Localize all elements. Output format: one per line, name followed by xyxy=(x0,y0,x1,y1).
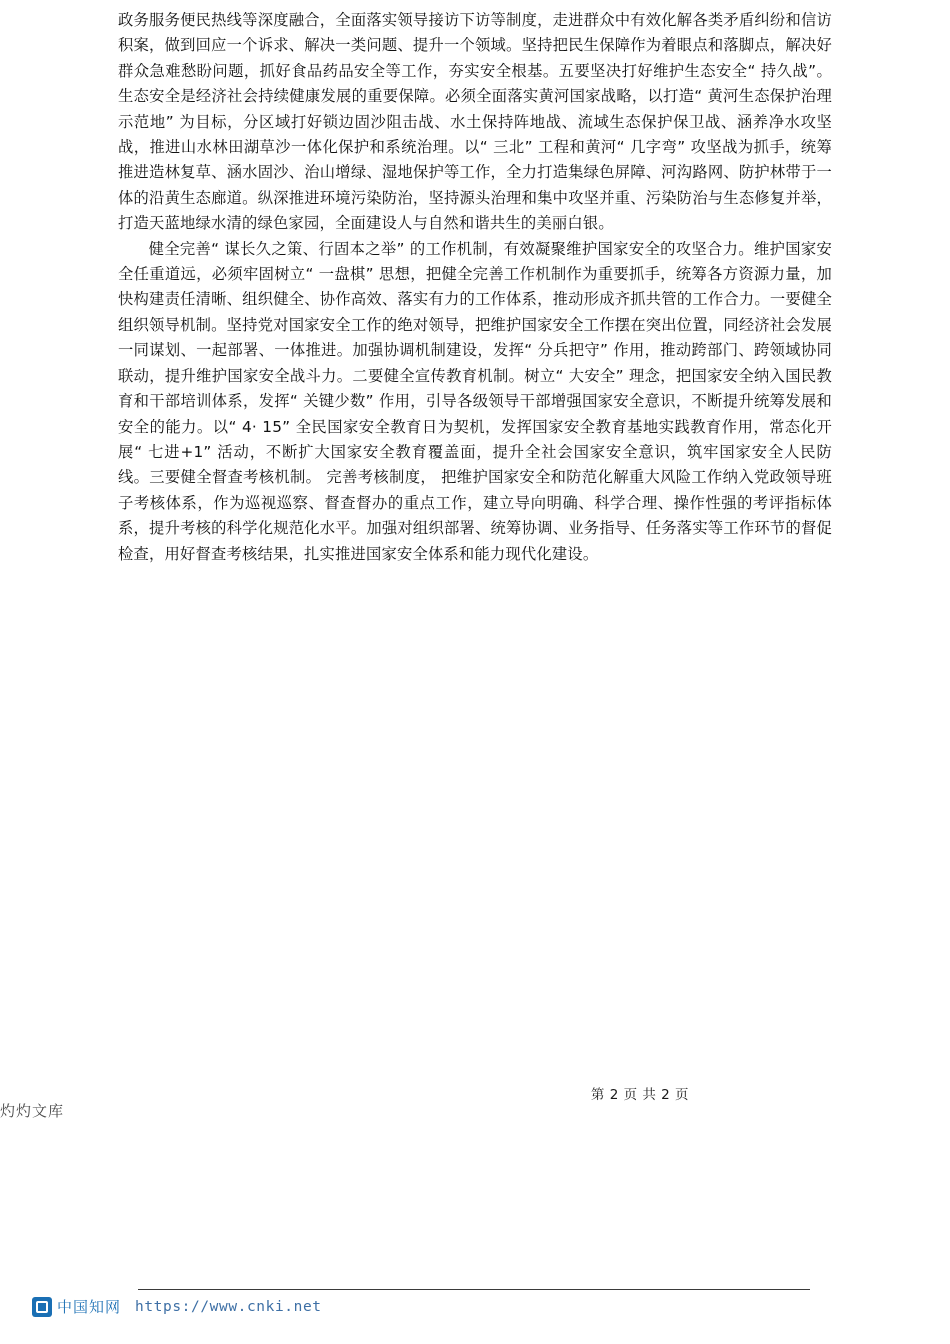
paragraph-2: 健全完善“ 谋长久之策、行固本之举” 的工作机制，有效凝聚维护国家安全的攻坚合力。维护国家安全任重道远，必须牢固树立“ 一盘棋” 思想，把健全完善工作机制作为重要抓手，统筹各方资源力量，加快构建责任清晰、组织健全、协作高效、落实有力的工作体系，推动形成齐抓共管的工作合力。一要健全组织领导机制。坚持党对国家安全工作的绝对领导，把维护国家安全工作摆在突出位置，同经济社会发展一同谋划、一起部署、一体推进。加强协调机制建设，发挥“ 分兵把守” 作用，推动跨部门、跨领域协同联动，提升维护国家安全战斗力。二要健全宣传教育机制。树立“ 大安全” 理念，把国家安全纳入国民教育和干部培训体系，发挥“ 关键少数” 作用，引导各级领导干部增强国家安全意识，不断提升统筹发展和安全的能力。以“ 4· 15” 全民国家安全教育日为契机，发挥国家安全教育基地实践教育作用，常态化开展“ 七进+1” 活动，不断扩大国家安全教育覆盖面，提升全社会国家安全意识，筑牢国家安全人民防线。三要健全督查考核机制。 完善考核制度， 把维护国家安全和防范化解重大风险工作纳入党政领导班子考核体系，作为巡视巡察、督查督办的重点工作，建立导向明确、科学合理、操作性强的考评指标体系，提升考核的科学化规范化水平。加强对组织部署、统筹协调、业务指导、任务落实等工作环节的督促检查，用好督查考核结果，扎实推进国家安全体系和能力现代化建设。 xyxy=(118,239,832,563)
cnki-url-link[interactable]: https://www.cnki.net xyxy=(135,1298,322,1315)
document-body xyxy=(118,8,832,567)
paragraph-1: 政务服务便民热线等深度融合，全面落实领导接访下访等制度，走进群众中有效化解各类矛盾纠纷和信访积案，做到回应一个诉求、解决一类问题、提升一个领域。坚持把民生保障作为着眼点和落脚点，解决好群众急难愁盼问题，抓好食品药品安全等工作，夯实安全根基。五要坚决打好维护生态安全“ 持久战”。生态安全是经济社会持续健康发展的重要保障。必须全面落实黄河国家战略，以打造“ 黄河生态保护治理示范地” 为目标，分区域打好锁边固沙阻击战、水土保持阵地战、流域生态保护保卫战、涵养净水攻坚战，推进山水林田湖草沙一体化保护和系统治理。以“ 三北” 工程和黄河“ 几字弯” 攻坚战为抓手，统筹推进造林复草、涵水固沙、治山增绿、湿地保护等工作，全力打造集绿色屏障、河沟路网、防护林带于一体的沿黄生态廊道。纵深推进环境污染防治，坚持源头治理和集中攻坚并重、污染防治与生态修复并举，打造天蓝地绿水清的绿色家园，全面建设人与自然和谐共生的美丽白银。 xyxy=(118,11,832,233)
footer-divider xyxy=(138,1289,810,1290)
cnki-logo-icon xyxy=(32,1297,52,1317)
watermark-label: 灼灼文库 xyxy=(0,1102,65,1120)
cnki-logo xyxy=(32,1296,121,1317)
cnki-footer xyxy=(32,1296,322,1317)
cnki-logo-label: 中国知网 xyxy=(57,1298,122,1316)
page-number: 第 2 页 共 2 页 xyxy=(590,1087,690,1103)
